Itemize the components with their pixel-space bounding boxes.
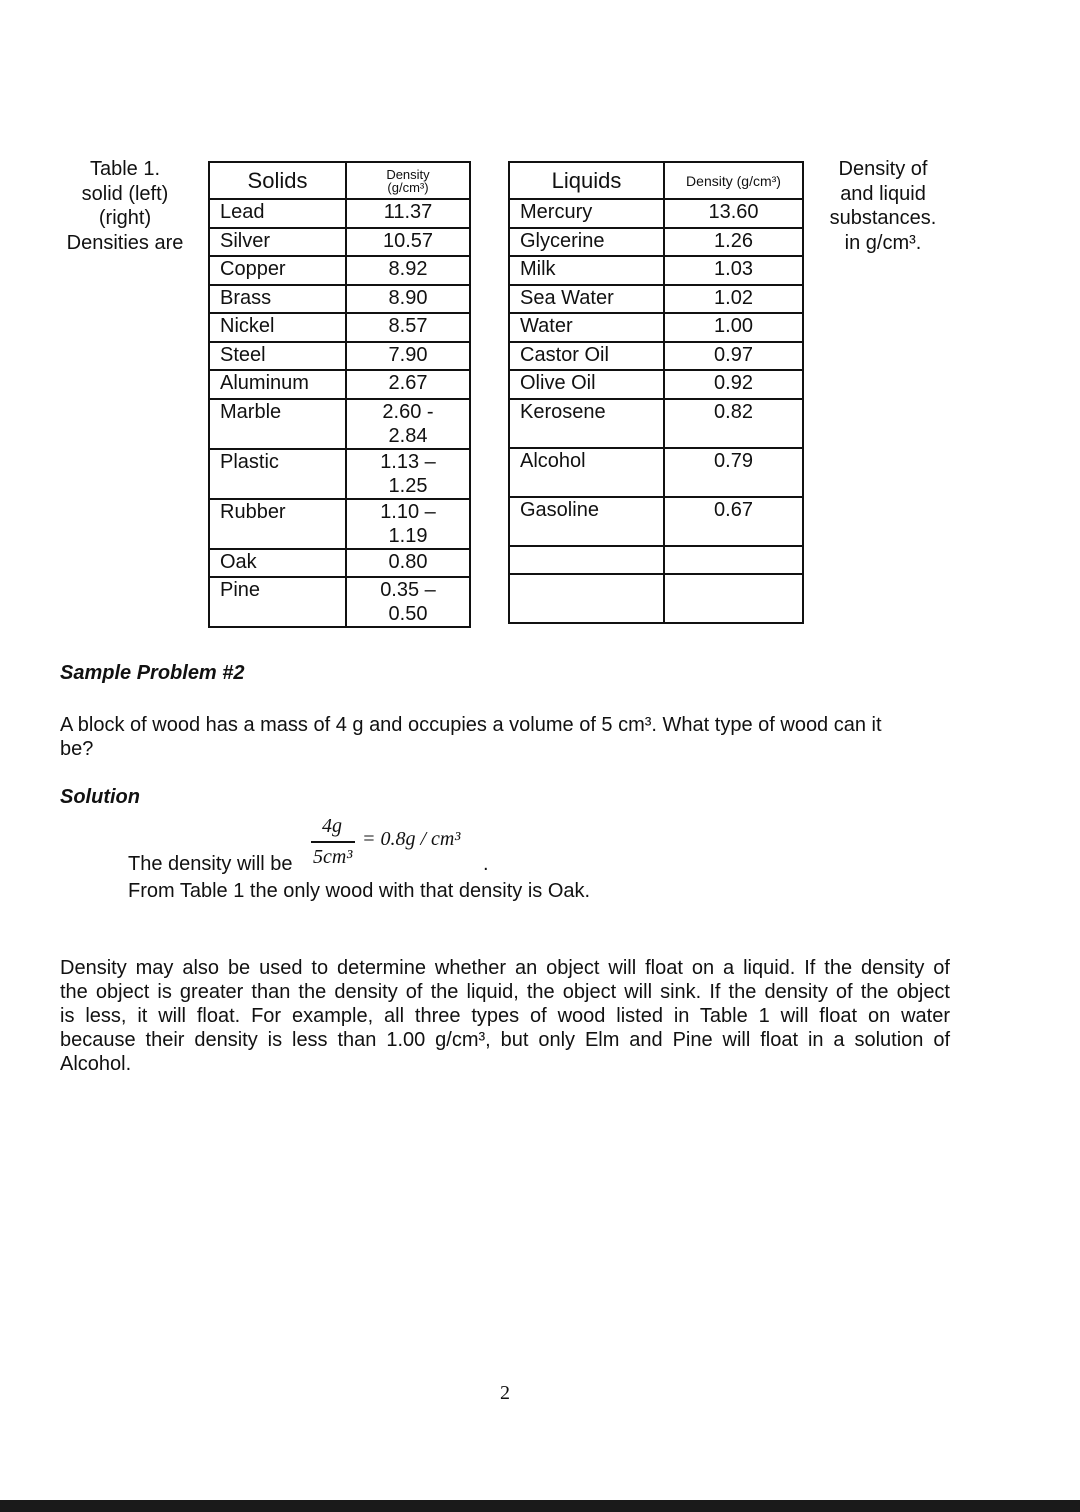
solid-density-line: 1.13 – (380, 450, 436, 473)
table-row (509, 546, 803, 575)
sample-problem-question (60, 713, 950, 761)
solution-heading: Solution (60, 786, 140, 808)
liquid-name: Mercury (509, 199, 664, 228)
table-row (209, 199, 470, 228)
solid-density-line: 10.57 (382, 229, 434, 252)
solid-density-line: 8.90 (388, 286, 428, 309)
liquid-density: 0.97 (664, 342, 803, 371)
liquid-name: Sea Water (509, 285, 664, 314)
solid-density-line: 0.80 (388, 550, 428, 573)
solid-density (346, 313, 470, 342)
solid-name: Steel (209, 342, 346, 371)
solid-name: Aluminum (209, 370, 346, 399)
solid-density-line: 1.25 (388, 474, 428, 497)
page-number: 2 (500, 1382, 510, 1404)
density-prefix: The density will be (128, 853, 293, 875)
table-row (209, 228, 470, 257)
density-paragraph (60, 956, 950, 1076)
liquid-name: Alcohol (509, 448, 664, 497)
liquid-density: 1.26 (664, 228, 803, 257)
liquid-name: Glycerine (509, 228, 664, 257)
solid-density (346, 370, 470, 399)
solid-density (346, 549, 470, 578)
caption-left-line: solid (left) (81, 182, 169, 205)
fraction-result: = 0.8g / cm³ (362, 828, 461, 850)
solid-density (346, 499, 470, 549)
solid-name: Brass (209, 285, 346, 314)
liquid-density: 13.60 (664, 199, 803, 228)
table-row (509, 370, 803, 399)
caption-right-line: substances. (829, 207, 937, 229)
liquid-name: Water (509, 313, 664, 342)
solid-density-line: 0.35 – (380, 579, 436, 601)
solid-density-line: 0.50 (388, 603, 428, 625)
caption-left-line: Densities are (66, 231, 184, 254)
liquid-name (509, 546, 664, 575)
solid-density-line: 8.57 (388, 315, 428, 337)
caption-right-line: in g/cm³. (844, 231, 922, 254)
solids-table (208, 161, 471, 628)
solution-conclusion: From Table 1 the only wood with that density is Oak. (128, 880, 591, 902)
table-row (209, 449, 470, 499)
table-row (209, 549, 470, 578)
table-row (509, 399, 803, 448)
solid-density-line: 1.10 – (380, 500, 436, 523)
solid-name: Oak (209, 549, 346, 578)
table-row (209, 313, 470, 342)
solid-density (346, 199, 470, 228)
solid-density-line: 11.37 (383, 201, 433, 223)
equation-period: . (483, 853, 489, 875)
table-row (209, 256, 470, 285)
liquids-header-name: Liquids (509, 162, 664, 199)
liquid-name (509, 574, 664, 623)
table-row (209, 370, 470, 399)
liquid-density: 0.92 (664, 370, 803, 399)
liquid-name: Milk (509, 256, 664, 285)
table-row (509, 342, 803, 371)
solid-density-line: 2.84 (388, 424, 428, 447)
liquid-name: Gasoline (509, 497, 664, 546)
solid-density-line: 8.92 (388, 258, 428, 280)
paragraph-line: the object is greater than the density of the liquid, the object will sink. If the density of the object (60, 981, 950, 1003)
table-row (509, 313, 803, 342)
liquid-density: 0.82 (664, 399, 803, 448)
table-row (209, 399, 470, 449)
solid-name: Marble (209, 399, 346, 449)
table-row (509, 285, 803, 314)
solid-name: Plastic (209, 449, 346, 499)
solid-name: Pine (209, 577, 346, 627)
liquid-density (664, 574, 803, 623)
solid-density-line: 2.67 (388, 372, 428, 394)
caption-right-line: and liquid (840, 182, 926, 205)
solid-density-line: 2.60 - (382, 400, 434, 423)
table-caption-left (50, 157, 200, 255)
question-line: A block of wood has a mass of 4 g and occupies a volume of 5 cm³. What type of wood can it (60, 714, 882, 736)
table-row (509, 574, 803, 623)
solid-name: Copper (209, 256, 346, 285)
solid-name: Nickel (209, 313, 346, 342)
table-row (209, 342, 470, 371)
solid-density (346, 285, 470, 314)
liquids-header-row (509, 162, 803, 199)
solid-density (346, 342, 470, 371)
paragraph-line: is less, it will float. For example, all three types of wood listed in Table 1 will float on water (60, 1005, 950, 1027)
paragraph-line: because their density is less than 1.00 g/cm³, but only Elm and Pine will float in a solution of (60, 1029, 950, 1051)
solid-density (346, 399, 470, 449)
liquids-table (508, 161, 804, 624)
solid-name: Lead (209, 199, 346, 228)
liquid-name: Kerosene (509, 399, 664, 448)
solids-header-name: Solids (209, 162, 346, 199)
table-row (209, 499, 470, 549)
solid-name: Silver (209, 228, 346, 257)
liquid-name: Olive Oil (509, 370, 664, 399)
caption-left-line: (right) (98, 207, 152, 229)
liquid-density: 1.02 (664, 285, 803, 314)
table-row (209, 577, 470, 627)
caption-right-line: Density of (838, 158, 928, 180)
solid-density (346, 256, 470, 285)
caption-left-line: Table 1. (89, 158, 161, 180)
fraction-denominator: 5cm³ (313, 846, 353, 868)
liquids-header-density: Density (g/cm³) (664, 162, 803, 199)
solid-density (346, 228, 470, 257)
solid-density (346, 449, 470, 499)
paragraph-line: Density may also be used to determine whether an object will float on a liquid. If the density of (60, 957, 950, 979)
fraction-numerator: 4g (322, 815, 342, 837)
liquid-density: 1.03 (664, 256, 803, 285)
liquid-density: 0.67 (664, 497, 803, 546)
table-row (509, 256, 803, 285)
solid-density-line: 1.19 (388, 524, 428, 547)
fraction-bar (311, 841, 355, 843)
solids-header-row (209, 162, 470, 199)
table-row (509, 228, 803, 257)
paragraph-line: Alcohol. (60, 1053, 132, 1075)
bottom-bar (0, 1500, 1080, 1512)
liquid-density (664, 546, 803, 575)
table-caption-right (818, 157, 948, 255)
solid-name: Rubber (209, 499, 346, 549)
sample-problem-heading: Sample Problem #2 (60, 662, 245, 684)
liquid-name: Castor Oil (509, 342, 664, 371)
table-row (509, 199, 803, 228)
solids-header-density: Density (g/cm³) (346, 162, 470, 199)
table-row (509, 497, 803, 546)
question-line: be? (60, 738, 94, 760)
table-row (509, 448, 803, 497)
solid-density (346, 577, 470, 627)
table-row (209, 285, 470, 314)
liquid-density: 0.79 (664, 448, 803, 497)
liquid-density: 1.00 (664, 313, 803, 342)
solid-density-line: 7.90 (388, 343, 428, 366)
